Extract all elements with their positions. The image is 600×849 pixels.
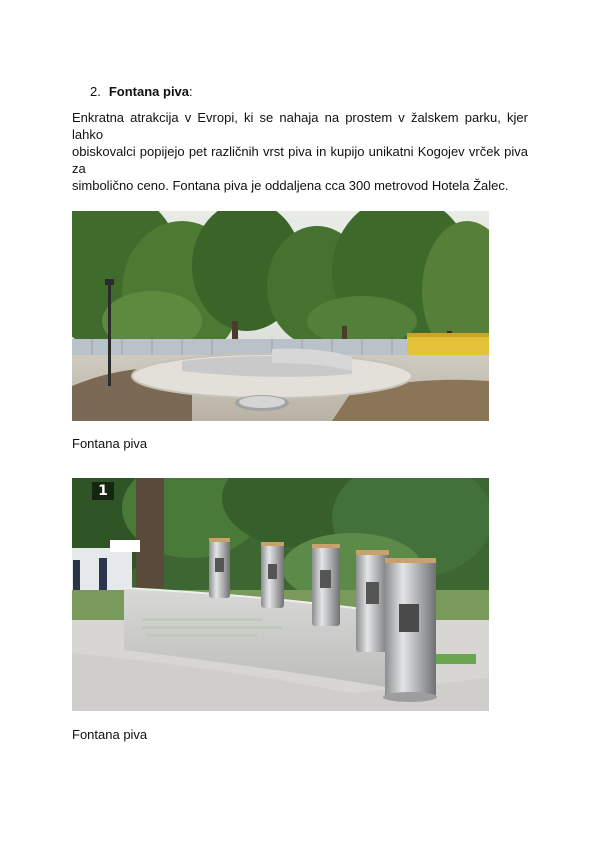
- paragraph-line-1: Enkratna atrakcija v Evropi, ki se nahaja na prostem v žalskem parku, kjer lahko: [72, 110, 528, 142]
- paragraph-line-2: obiskovalci popijejo pet različnih vrst piva in kupijo unikatni Kogojev vrček piva za: [72, 144, 528, 176]
- section-number: 2.: [90, 84, 101, 99]
- figure-caption-2: Fontana piva: [72, 727, 148, 742]
- figure-caption-1: Fontana piva: [72, 436, 148, 451]
- section-title-colon: :: [189, 84, 193, 99]
- fountain-taps-photo: [72, 478, 489, 711]
- description-paragraph: [72, 109, 528, 194]
- paragraph-line-3: simbolično ceno. Fontana piva je oddaljena cca 300 metrovod Hotela Žalec.: [72, 178, 509, 193]
- section-title: Fontana piva: [108, 84, 190, 99]
- channel-logo: 1: [92, 482, 114, 500]
- fountain-construction-photo: [72, 211, 489, 421]
- section-heading: [90, 84, 193, 100]
